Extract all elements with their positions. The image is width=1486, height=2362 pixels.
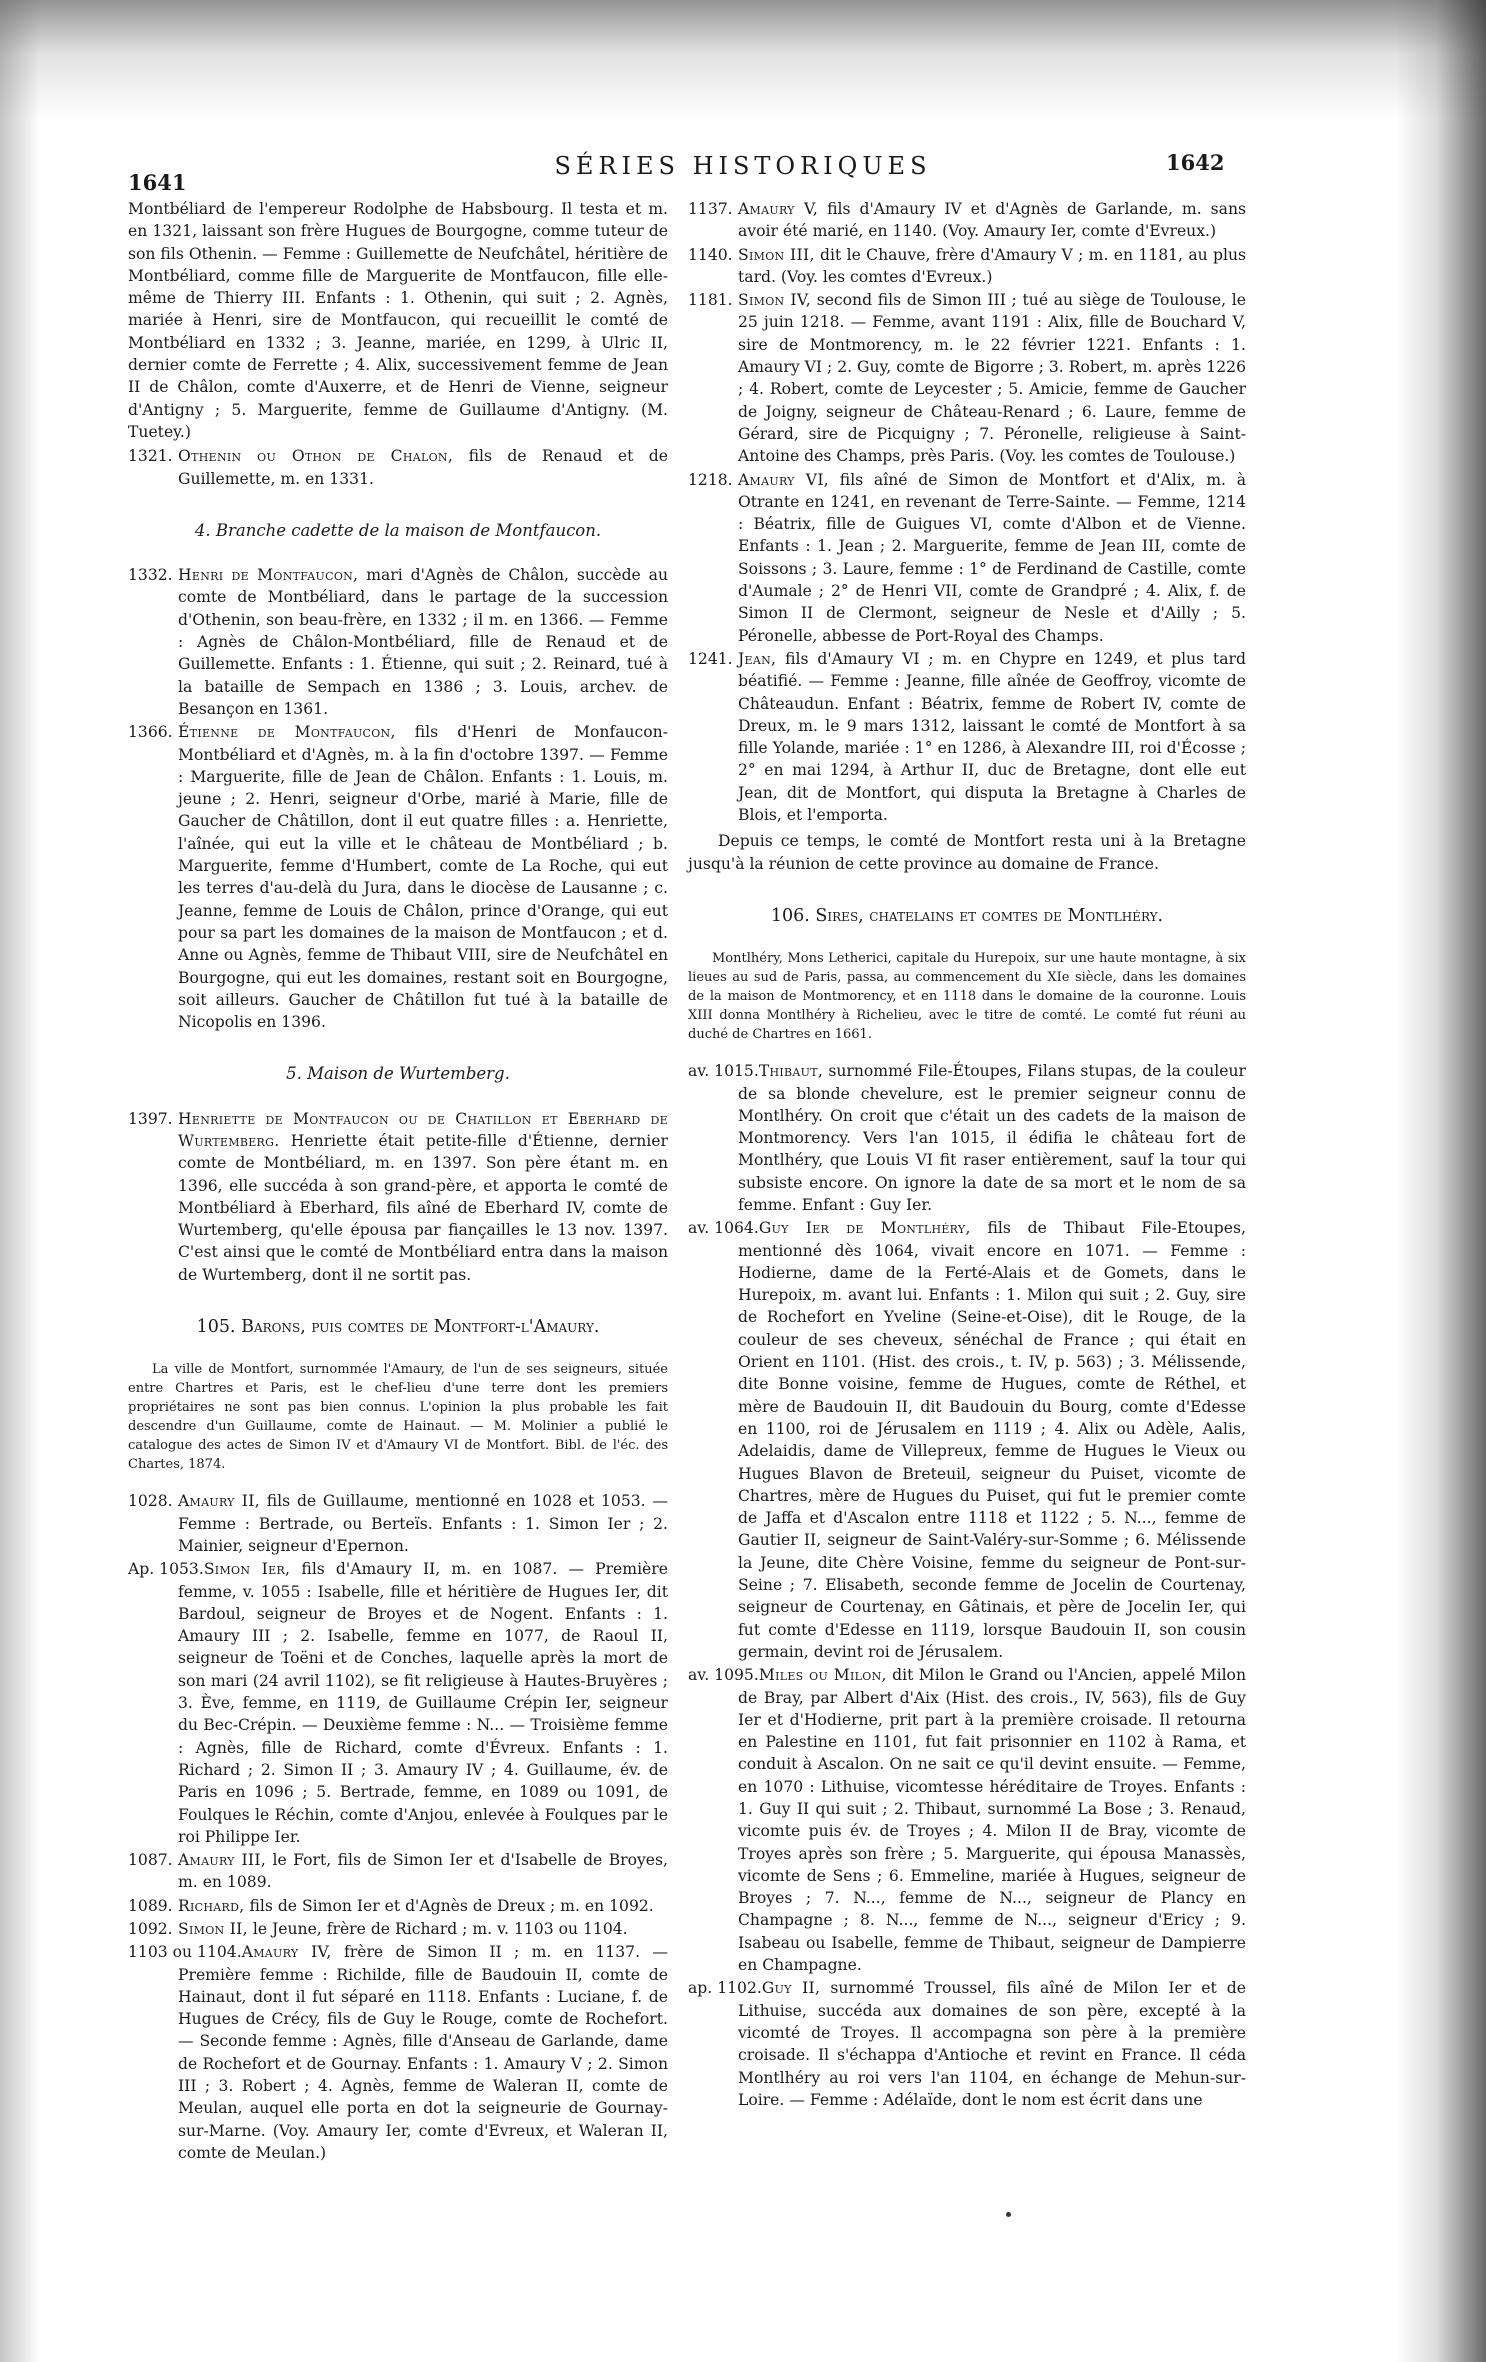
entry-text: surnommé Troussel, fils aîné de Milon Ier et de Lithuise, succéda aux domaines de son père, excepté à la vicomté de Troyes. Il accompagna son père à la première croisade. Il s'échappa d'Antioche et revint en France. Il céda Montlhéry au roi vers l'an 1104, en échange de Mehun-sur-Loire. — Femme : Adélaïde, dont le nom est écrit dans une (738, 1979, 1246, 2109)
entry-text: fils de Guillaume, mentionné en 1028 et 1053. — Femme : Bertrade, ou Berteïs. Enfants : 1. Simon Ier ; 2. Mainier, seigneur d'Epernon. (178, 1492, 668, 1555)
subsection-title: 4. Branche cadette de la maison de Montfaucon. (194, 520, 602, 540)
entry-1332 (128, 564, 668, 720)
entry-year: 1241. (688, 649, 733, 668)
entry-1092 (128, 1918, 668, 1940)
entry-text: fils de Thibaut File-Etoupes, mentionné dès 1064, vivait encore en 1071. — Femme : Hodierne, dame de la Ferté-Alais et de Gomets, dans le Hurepoix, m. avant lui. Enfants : 1. Milon qui suit ; 2. Guy, sire de Rochefort en Yveline (Seine-et-Oise), dit le Rouge, de la couleur de ses cheveux, sénéchal de France ; qui était en Orient en 1101. (Hist. des crois., t. IV, p. 563) ; 3. Mélissende, dite Bonne voisine, femme de Hugues, comte de Réthel, et mère de Baudouin II, dit Baudouin du Bourg, comte d'Edesse en 1100, roi de Jérusalem en 1119 ; 4. Alix ou Adèle, Aalis, Adelaidis, dame de Villepreux, femme de Hugues le Vieux ou Hugues Blavon de Breteuil, seigneur du Puiset, vicomte de Chartres, mère de Hugues du Puiset, qui fut le premier comte de Jaffa et d'Ascalon entre 1118 et 1122 ; 5. N..., femme de Gautier II, seigneur de Saint-Valéry-sur-Somme ; 6. Mélissende la Jeune, dite Chère Voisine, femme du seigneur de Pont-sur-Seine ; 7. Elisabeth, seconde femme de Jocelin de Courtenay, seigneur de Courtenay, en Gâtinais, et père de Jocelin Ier, qui fut comte d'Edesse en 1119, lorsque Baudouin II, son cousin germain, devint roi de Jérusalem. (738, 1219, 1246, 1661)
ink-speck (1006, 2212, 1011, 2217)
entry-1089 (128, 1895, 668, 1917)
entry-year: 1092. (128, 1920, 173, 1938)
entry-name: Guy II, (761, 1979, 821, 1998)
entry-year: 1089. (128, 1896, 173, 1915)
entry-1241 (688, 648, 1246, 826)
entry-name: Henri de Montfaucon, (178, 566, 359, 585)
entry-text: Henriette était petite-fille d'Étienne, dernier comte de Montbéliard, m. en 1397. Son père étant m. en 1396, elle succéda à son grand-père, et apporta le comté de Montbéliard à Eberhard, fils aîné de Eberhard IV, comte de Wurtemberg, qu'elle épousa par fiançailles le 13 nov. 1397. C'est ainsi que le comté de Montbéliard entra dans la maison de Wurtemberg, dont il ne sortit pas. (178, 1131, 668, 1284)
entry-name: Étienne de Montfaucon, (178, 723, 396, 742)
entry-year: 1397. (128, 1109, 173, 1128)
entry-name: Amaury II, (178, 1492, 260, 1511)
entry-1218 (688, 469, 1246, 647)
entry-text: fils aîné de Simon de Montfort et d'Alix, m. à Otrante en 1241, en revenant de Terre-Sainte. — Femme, 1214 : Béatrix, fille de Guigues VI, comte d'Albon et de Vienne. Enfants : 1. Jean ; 2. Marguerite, femme de Jean III, comte de Soissons ; 3. Laure, femme : 1° de Ferdinand de Castille, comte d'Aumale ; 2° de Henri VII, comte de Grandpré ; 4. Alix, f. de Simon II de Clermont, seigneur de Nesle et d'Ailly ; 5. Péronelle, abbesse de Port-Royal des Champs. (738, 470, 1246, 645)
entry-text: dit le Chauve, frère d'Amaury V ; m. en 1181, au plus tard. (Voy. les comtes d'Evreux.) (738, 245, 1247, 286)
scan-shadow-top (0, 0, 1486, 120)
entry-name: Amaury VI, (738, 470, 830, 489)
entry-continued: Montbéliard de l'empereur Rodolphe de Habsbourg. Il testa et m. en 1321, laissant son frère Hugues de Bourgogne, comme tuteur de son fils Othenin. — Femme : Guillemette de Neufchâtel, héritière de Montbéliard, comme fille de Marguerite de Montfaucon, fille elle-même de Thierry III. Enfants : 1. Othenin, qui suit ; 2. Agnès, mariée à Henri, sire de Montfaucon, qui recueillit le comté de Montbéliard en 1332 ; 3. Jeanne, mariée, en 1299, à Ulric II, dernier comte de Ferrette ; 4. Alix, successivement femme de Jean II de Châlon, comte d'Auxerre, et de Henri de Vienne, seigneur d'Antigny ; 5. Marguerite, femme de Guillaume d'Antigny. (M. Tuetey.) (128, 200, 668, 441)
entry-text: second fils de Simon III ; tué au siège de Toulouse, le 25 juin 1218. — Femme, avant 1191 : Alix, fille de Bouchard V, sire de Montmorency, m. le 22 février 1221. Enfants : 1. Amaury VI ; 2. Guy, comte de Bigorre ; 3. Robert, m. après 1226 ; 4. Robert, comte de Leycester ; 5. Amicie, femme de Gaucher de Joigny, seigneur de Château-Renard ; 6. Laure, femme de Gérard, sire de Picquigny ; 7. Péronelle, religieuse à Saint-Antoine des Champs, près Paris. (Voy. les comtes de Toulouse.) (738, 291, 1246, 466)
section-intro: La ville de Montfort, surnommée l'Amaury, de l'un de ses seigneurs, située entre Chartres et Paris, est le chef-lieu d'une terre dont les premiers propriétaires ne sont pas bien connus. L'opinion la plus probable les fait descendre d'un Guillaume, comte de Hainaut. — M. Molinier a publié le catalogue des actes de Simon IV et d'Amaury VI de Montfort. Bibl. de l'éc. des Chartes, 1874. (128, 1362, 668, 1473)
entry-year: Ap. 1053. (128, 1560, 204, 1579)
running-title: SÉRIES HISTORIQUES (554, 152, 932, 180)
entry-text: surnommé File-Étoupes, Filans stupas, de la couleur de sa blonde chevelure, est le premier seigneur connu de Montlhéry. On croit que c'était un des cadets de la maison de Montmorency. Vers l'an 1015, il édifia le château fort de Montlhéry, que Louis VI fit raser entièrement, sauf la tour qui subsiste encore. On ignore la date de sa mort et le nom de sa femme. Enfant : Guy Ier. (738, 1062, 1246, 1214)
entry-year: 1366. (128, 723, 173, 742)
entry-text: mari d'Agnès de Châlon, succède au comte de Montbéliard, dans le partage de la succession d'Othenin, son beau-frère, en 1332 ; il m. en 1366. — Femme : Agnès de Châlon-Montbéliard, fille de Renaud et de Guillemette. Enfants : 1. Étienne, qui suit ; 2. Reinard, tué à la bataille de Sempach en 1386 ; 3. Louis, archev. de Besançon en 1361. (178, 566, 668, 718)
entry-text: le Fort, fils de Simon Ier et d'Isabelle de Broyes, m. en 1089. (178, 1851, 668, 1892)
entry-1028 (128, 1490, 668, 1557)
entry-name: Guy Ier de Montlhéry, (758, 1219, 971, 1238)
closing-paragraph: Depuis ce temps, le comté de Montfort resta uni à la Bretagne jusqu'à la réunion de cette province au domaine de France. (688, 832, 1246, 873)
section-intro: Montlhéry, Mons Letherici, capitale du Hurepoix, sur une haute montagne, à six lieues au sud de Paris, passa, au commencement du XIe siècle, dans les domaines de la maison de Montmorency, et en 1118 dans le domaine de la couronne. Louis XIII donna Montlhéry à Richelieu, avec le titre de comté. Le comté fut réuni au duché de Chartres en 1661. (688, 951, 1246, 1043)
entry-text: fils d'Amaury VI ; m. en Chypre en 1249, et plus tard béatifié. — Femme : Jeanne, fille aînée de Geoffroy, vicomte de Châteaudun. Enfant : Béatrix, femme de Robert IV, comte de Dreux, m. le 9 mars 1312, laissant le comté de Montfort à sa fille Yolande, mariée : 1° en 1286, à Alexandre III, roi d'Écosse ; 2° en mai 1294, à Arthur II, duc de Bretagne, dont elle eut Jean, dit de Montfort, qui disputa la Bretagne à Charles de Blois, et l'emporta. (738, 649, 1246, 825)
entry-text: le Jeune, frère de Richard ; m. v. 1103 ou 1104. (252, 1920, 628, 1938)
entry-year: 1137. (688, 200, 733, 218)
entry-name: Simon IV, (738, 291, 811, 310)
entry-name: Amaury IV, (241, 1943, 332, 1962)
left-column (128, 198, 668, 2165)
entry-year: 1181. (688, 291, 733, 310)
entry-1064 (688, 1217, 1246, 1663)
entry-1087 (128, 1849, 668, 1894)
entry-1103 (128, 1941, 668, 2164)
entry-name: Othenin ou Othon de Chalon, (178, 447, 454, 466)
section-title: 106. Sires, chatelains et comtes de Montlhéry. (770, 905, 1164, 926)
entry-1095 (688, 1664, 1246, 1976)
entry-1140 (688, 244, 1246, 289)
entry-year: 1087. (128, 1851, 173, 1870)
entry-1366 (128, 721, 668, 1033)
entry-year: av. 1095. (688, 1666, 759, 1685)
entry-text: dit Milon le Grand ou l'Ancien, appelé Milon de Bray, par Albert d'Aix (Hist. des crois., IV, 563), fils de Guy Ier et d'Hodierne, prit part à la première croisade. Il retourna en Palestine en 1101, fut fait prisonnier en 1102 à Rama, et conduit à Ascalon. On ne sait ce qu'il devint ensuite. — Femme, en 1070 : Lithuise, vicomtesse héréditaire de Troyes. Enfants : 1. Guy II qui suit ; 2. Thibaut, surnommé La Bose ; 3. Renaud, vicomte puis év. de Troyes ; 4. Milon II de Bray, vicomte de Troyes après son frère ; 5. Marguerite, qui épousa Manassès, vicomte de Sens ; 6. Emmeline, mariée à Hugues, seigneur de Broyes ; 7. N..., femme de N..., seigneur de Plancy en Champagne ; 8. N..., femme de N..., seigneur d'Ericy ; 9. Isabeau ou Isabelle, femme de Thibaut, seigneur de Dampierre en Champagne. (738, 1666, 1246, 1975)
entry-text: frère de Simon II ; m. en 1137. — Première femme : Richilde, fille de Baudouin II, comte de Hainaut, dont il fut séparé en 1118. Enfants : Luciane, f. de Hugues de Crécy, fils de Guy le Rouge, comte de Rochefort. — Seconde femme : Agnès, fille d'Anseau de Garlande, dame de Rochefort et de Gournay. Enfants : 1. Amaury V ; 2. Simon III ; 3. Robert ; 4. Agnès, femme de Waleran II, comte de Meulan, auquel elle porta en dot la seigneurie de Gournay-sur-Marne. (Voy. Amaury Ier, comte d'Evreux, et Waleran II, comte de Meulan.) (178, 1943, 668, 2162)
entry-1015 (688, 1060, 1246, 1216)
entry-name: Miles ou Milon, (758, 1666, 887, 1685)
entry-1321 (128, 445, 668, 490)
entry-year: 1140. (688, 245, 733, 264)
section-title: 105. Barons, puis comtes de Montfort-l'Amaury. (196, 1317, 600, 1338)
entry-year: 1103 ou 1104. (128, 1943, 242, 1962)
entry-year: av. 1015. (688, 1062, 759, 1081)
entry-name: Amaury III, (178, 1851, 267, 1870)
entry-year: 1028. (128, 1492, 173, 1511)
entry-text: fils de Simon Ier et d'Agnès de Dreux ; m. en 1092. (249, 1896, 654, 1915)
page-number-right: 1642 (1166, 150, 1225, 175)
entry-year: 1332. (128, 566, 173, 585)
page-number-left: 1641 (128, 170, 187, 195)
entry-text: fils d'Henri de Monfaucon-Montbéliard et d'Agnès, m. à la fin d'octobre 1397. — Femme : Marguerite, fille de Jean de Châlon. Enfants : 1. Louis, m. jeune ; 2. Henri, seigneur d'Orbe, marié à Marie, fille de Gaucher de Châtillon, dont il eut quatre filles : a. Henriette, l'aînée, qui eut la ville et le château de Montbéliard ; b. Marguerite, femme d'Humbert, comte de La Roche, qui eut les terres d'au-delà du Jura, dans le diocèse de Lausanne ; c. Jeanne, femme de Louis de Châlon, prince d'Orange, qui eut pour sa part les domaines de la maison de Montfaucon ; et d. Anne ou Agnès, femme de Thibaut VIII, sire de Neufchâtel en Bourgogne, qui eut les domaines, restant soit en Bourgogne, soit ailleurs. Gaucher de Châtillon fut tué à la bataille de Nicopolis en 1396. (178, 723, 668, 1032)
entry-name: Henriette de Montfaucon ou de Chatillon et Eberhard de Wurtemberg. (178, 1109, 668, 1150)
scan-shadow-right (1396, 0, 1486, 2362)
entry-name: Amaury V, (738, 200, 819, 218)
entry-1053 (128, 1558, 668, 1848)
entry-1102 (688, 1977, 1246, 2111)
entry-text: fils d'Amaury II, m. en 1087. — Première femme, v. 1055 : Isabelle, fille et héritière de Hugues Ier, dit Bardoul, seigneur de Broyes et de Nogent. Enfants : 1. Amaury III ; 2. Isabelle, femme en 1077, de Raoul II, seigneur de Toëni et de Conches, laquelle après la mort de son mari (24 avril 1102), se fit religieuse à Hautes-Bruyères ; 3. Ève, femme, en 1119, de Guillaume Crépin Ier, seigneur du Bec-Crépin. — Deuxième femme : N... — Troisième femme : Agnès, fille de Richard, comte d'Évreux. Enfants : 1. Richard ; 2. Simon II ; 3. Amaury IV ; 4. Guillaume, év. de Paris en 1096 ; 5. Bertrade, femme, en 1089 ou 1091, de Foulques le Réchin, comte d'Anjou, enlevée à Foulques par le roi Philippe Ier. (178, 1560, 668, 1846)
entry-name: Simon Ier, (203, 1560, 291, 1579)
entry-year: ap. 1102. (688, 1979, 762, 1998)
entry-text: fils de Renaud et de Guillemette, m. en 1331. (178, 447, 668, 488)
right-column (688, 198, 1246, 2112)
entry-year: av. 1064. (688, 1219, 759, 1238)
entry-name: Simon II, (178, 1920, 248, 1938)
entry-name: Simon III, (738, 245, 815, 264)
entry-1137 (688, 198, 1246, 243)
entry-year: 1321. (128, 447, 173, 466)
entry-name: Jean, (738, 649, 777, 668)
entry-name: Thibaut, (758, 1062, 824, 1081)
entry-1181 (688, 289, 1246, 467)
entry-name: Richard, (178, 1896, 245, 1915)
entry-text: fils d'Amaury IV et d'Agnès de Garlande, m. sans avoir été marié, en 1140. (Voy. Amaury Ier, comte d'Evreux.) (738, 200, 1246, 241)
subsection-title: 5. Maison de Wurtemberg. (286, 1064, 510, 1084)
entry-1397 (128, 1108, 668, 1286)
scan-shadow-left (0, 0, 40, 2362)
entry-year: 1218. (688, 470, 733, 489)
